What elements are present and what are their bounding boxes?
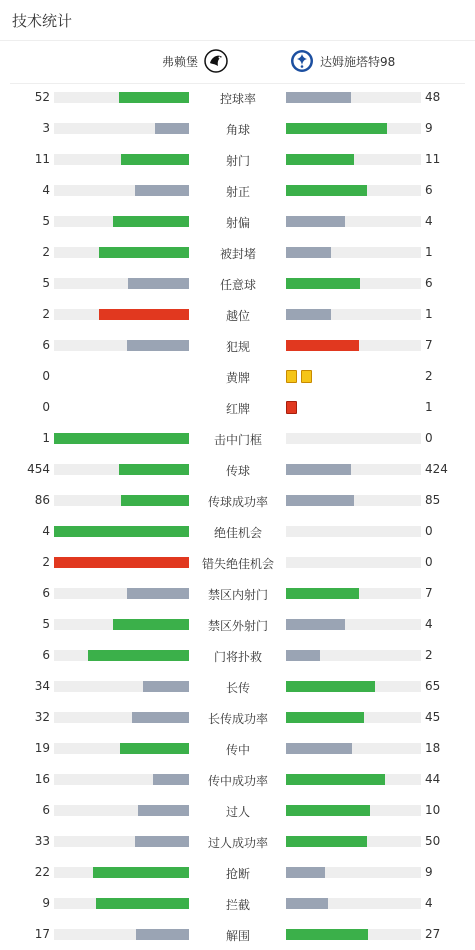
away-value: 4 [425, 214, 433, 228]
home-bar-fill [132, 712, 189, 723]
away-bar-fill [286, 247, 331, 258]
away-bar [286, 681, 421, 692]
stat-label: 传球 [225, 464, 250, 478]
away-value: 424 [425, 462, 448, 476]
stat-label: 绝佳机会 [213, 526, 262, 540]
away-bar [286, 154, 421, 165]
away-value: 48 [425, 90, 441, 104]
page-title: 技术统计 [12, 12, 73, 30]
home-bar [54, 340, 189, 351]
stat-label: 门将扑救 [213, 650, 262, 664]
home-bar-fill [120, 743, 189, 754]
stat-label: 黄牌 [225, 371, 250, 385]
stat-row [0, 515, 475, 546]
yellow-card-icon [286, 370, 297, 383]
away-bar [286, 712, 421, 723]
stat-row [0, 298, 475, 329]
home-value: 22 [34, 865, 50, 879]
away-bar-fill [286, 216, 345, 227]
stat-label: 犯规 [225, 340, 250, 354]
stat-label: 过人 [225, 805, 250, 819]
away-cards [286, 401, 297, 414]
stat-label: 传球成功率 [207, 495, 268, 509]
away-bar-fill [286, 309, 331, 320]
away-bar [286, 774, 421, 785]
home-value: 6 [42, 648, 50, 662]
away-team[interactable] [290, 49, 395, 73]
home-value: 6 [42, 586, 50, 600]
home-bar [54, 774, 189, 785]
home-bar-fill [119, 92, 189, 103]
stat-row [0, 236, 475, 267]
away-bar-fill [286, 805, 370, 816]
away-bar [286, 92, 421, 103]
away-bar [286, 929, 421, 940]
away-bar [286, 309, 421, 320]
away-value: 1 [425, 307, 433, 321]
home-bar [54, 185, 189, 196]
away-value: 6 [425, 183, 433, 197]
home-bar-fill [113, 216, 189, 227]
away-bar [286, 867, 421, 878]
home-bar [54, 619, 189, 630]
away-bar [286, 247, 421, 258]
home-bar-fill [54, 557, 189, 568]
yellow-card-icon [301, 370, 312, 383]
home-value: 1 [42, 431, 50, 445]
away-bar-fill [286, 123, 387, 134]
home-bar [54, 588, 189, 599]
page-header [0, 0, 475, 41]
home-value: 4 [42, 183, 50, 197]
stats-list [0, 81, 475, 949]
home-bar [54, 247, 189, 258]
stat-label: 射门 [225, 154, 250, 168]
away-bar-fill [286, 743, 352, 754]
home-value: 16 [34, 772, 50, 786]
stat-row [0, 732, 475, 763]
home-bar [54, 123, 189, 134]
home-bar [54, 464, 189, 475]
home-bar-fill [99, 247, 189, 258]
home-value: 33 [34, 834, 50, 848]
home-bar-fill [119, 464, 189, 475]
home-value: 0 [42, 369, 50, 383]
stat-label: 角球 [225, 123, 250, 137]
away-value: 4 [425, 896, 433, 910]
away-value: 6 [425, 276, 433, 290]
away-cards [286, 370, 312, 383]
home-value: 5 [42, 214, 50, 228]
away-value: 1 [425, 245, 433, 259]
away-bar [286, 898, 421, 909]
away-value: 45 [425, 710, 441, 724]
home-bar [54, 216, 189, 227]
stat-label: 拦截 [225, 898, 250, 912]
home-bar-fill [155, 123, 189, 134]
home-bar-fill [88, 650, 189, 661]
stat-row [0, 174, 475, 205]
home-bar-fill [99, 309, 189, 320]
away-bar-fill [286, 774, 385, 785]
home-bar [54, 743, 189, 754]
home-bar-fill [138, 805, 189, 816]
stat-row [0, 453, 475, 484]
home-value: 5 [42, 617, 50, 631]
stat-row [0, 701, 475, 732]
stat-label: 传中 [225, 743, 250, 757]
stat-row [0, 205, 475, 236]
stat-row [0, 763, 475, 794]
stat-row [0, 267, 475, 298]
home-bar-fill [153, 774, 189, 785]
stat-label: 长传成功率 [207, 712, 268, 726]
home-value: 9 [42, 896, 50, 910]
away-bar [286, 464, 421, 475]
away-bar [286, 650, 421, 661]
home-value: 2 [42, 307, 50, 321]
stat-row [0, 112, 475, 143]
home-bar [54, 278, 189, 289]
away-bar [286, 526, 421, 537]
away-bar-fill [286, 929, 368, 940]
home-bar-fill [136, 929, 189, 940]
away-value: 18 [425, 741, 441, 755]
away-value: 7 [425, 338, 433, 352]
stat-row [0, 608, 475, 639]
away-value: 7 [425, 586, 433, 600]
stat-label: 射正 [225, 185, 250, 199]
home-bar [54, 309, 189, 320]
away-value: 50 [425, 834, 441, 848]
away-bar-fill [286, 650, 320, 661]
away-bar-fill [286, 464, 351, 475]
away-bar [286, 836, 421, 847]
home-bar-fill [127, 340, 189, 351]
stat-label: 控球率 [219, 92, 256, 106]
stat-row [0, 81, 475, 112]
stat-row [0, 422, 475, 453]
away-value: 44 [425, 772, 441, 786]
home-bar [54, 681, 189, 692]
home-bar-fill [93, 867, 189, 878]
away-value: 0 [425, 555, 433, 569]
stat-label: 禁区内射门 [207, 588, 268, 602]
stat-label: 过人成功率 [207, 836, 268, 850]
home-bar [54, 526, 189, 537]
home-bar-fill [121, 154, 189, 165]
home-value: 2 [42, 245, 50, 259]
away-value: 85 [425, 493, 441, 507]
away-bar [286, 216, 421, 227]
away-bar-fill [286, 495, 354, 506]
away-bar [286, 557, 421, 568]
away-bar-fill [286, 867, 325, 878]
home-bar-fill [121, 495, 189, 506]
stat-label: 任意球 [219, 278, 256, 292]
away-value: 1 [425, 400, 433, 414]
home-value: 32 [34, 710, 50, 724]
away-bar-fill [286, 154, 354, 165]
away-value: 2 [425, 369, 433, 383]
home-bar [54, 929, 189, 940]
home-team[interactable] [162, 49, 228, 73]
away-bar-fill [286, 278, 360, 289]
stat-label: 击中门框 [213, 433, 262, 447]
stat-label: 传中成功率 [207, 774, 268, 788]
stat-row [0, 360, 475, 391]
home-value: 34 [34, 679, 50, 693]
away-value: 9 [425, 121, 433, 135]
home-team-name: 弗赖堡 [161, 54, 198, 69]
home-bar-fill [135, 836, 189, 847]
stat-row [0, 670, 475, 701]
home-bar-fill [128, 278, 189, 289]
stat-row [0, 856, 475, 887]
away-value: 65 [425, 679, 441, 693]
home-value: 5 [42, 276, 50, 290]
home-bar-fill [127, 588, 189, 599]
stat-row [0, 825, 475, 856]
away-bar-fill [286, 712, 364, 723]
stat-row [0, 577, 475, 608]
stat-row [0, 887, 475, 918]
away-bar [286, 588, 421, 599]
away-bar [286, 805, 421, 816]
away-bar-fill [286, 92, 351, 103]
home-bar [54, 92, 189, 103]
stat-row [0, 143, 475, 174]
home-bar [54, 433, 189, 444]
home-value: 6 [42, 803, 50, 817]
stat-label: 射偏 [225, 216, 250, 230]
home-bar [54, 805, 189, 816]
stat-row [0, 484, 475, 515]
away-bar-fill [286, 836, 367, 847]
away-value: 2 [425, 648, 433, 662]
away-bar [286, 433, 421, 444]
stat-label: 错失绝佳机会 [201, 557, 274, 571]
stat-row [0, 918, 475, 949]
home-bar [54, 650, 189, 661]
home-value: 454 [27, 462, 50, 476]
home-bar [54, 712, 189, 723]
away-bar [286, 278, 421, 289]
teams-row [10, 41, 465, 84]
home-bar-fill [96, 898, 189, 909]
away-bar [286, 340, 421, 351]
red-card-icon [286, 401, 297, 414]
stat-label: 解围 [225, 929, 250, 943]
away-team-name: 达姆施塔特98 [320, 54, 396, 69]
home-value: 86 [34, 493, 50, 507]
stat-row [0, 639, 475, 670]
stat-label: 红牌 [225, 402, 250, 416]
stat-row [0, 546, 475, 577]
home-value: 2 [42, 555, 50, 569]
stat-label: 越位 [225, 309, 250, 323]
home-bar [54, 898, 189, 909]
away-bar [286, 619, 421, 630]
stat-label: 被封堵 [219, 247, 256, 261]
away-bar-fill [286, 619, 345, 630]
away-bar [286, 123, 421, 134]
home-value: 52 [34, 90, 50, 104]
home-value: 19 [34, 741, 50, 755]
home-bar [54, 557, 189, 568]
home-bar-fill [113, 619, 189, 630]
home-value: 11 [34, 152, 50, 166]
stat-label: 长传 [225, 681, 250, 695]
away-bar-fill [286, 185, 367, 196]
away-value: 0 [425, 431, 433, 445]
away-value: 4 [425, 617, 433, 631]
home-bar-fill [143, 681, 189, 692]
stat-label: 禁区外射门 [207, 619, 268, 633]
home-bar [54, 154, 189, 165]
home-value: 6 [42, 338, 50, 352]
away-value: 0 [425, 524, 433, 538]
home-value: 3 [42, 121, 50, 135]
home-value: 17 [34, 927, 50, 941]
stat-row [0, 329, 475, 360]
home-bar [54, 495, 189, 506]
away-bar [286, 743, 421, 754]
stat-row [0, 794, 475, 825]
away-value: 27 [425, 927, 441, 941]
away-bar-fill [286, 588, 359, 599]
away-bar-fill [286, 340, 359, 351]
away-bar [286, 495, 421, 506]
away-value: 11 [425, 152, 441, 166]
home-bar [54, 867, 189, 878]
home-bar-fill [135, 185, 189, 196]
away-bar-fill [286, 898, 328, 909]
away-value: 10 [425, 803, 441, 817]
away-bar-fill [286, 681, 375, 692]
home-bar-fill [54, 526, 189, 537]
home-bar [54, 836, 189, 847]
home-team-logo-icon [204, 49, 228, 73]
home-value: 4 [42, 524, 50, 538]
away-value: 9 [425, 865, 433, 879]
home-value: 0 [42, 400, 50, 414]
stat-label: 抢断 [225, 867, 250, 881]
stat-row [0, 391, 475, 422]
away-team-logo-icon [290, 49, 314, 73]
away-bar [286, 185, 421, 196]
home-bar-fill [54, 433, 189, 444]
